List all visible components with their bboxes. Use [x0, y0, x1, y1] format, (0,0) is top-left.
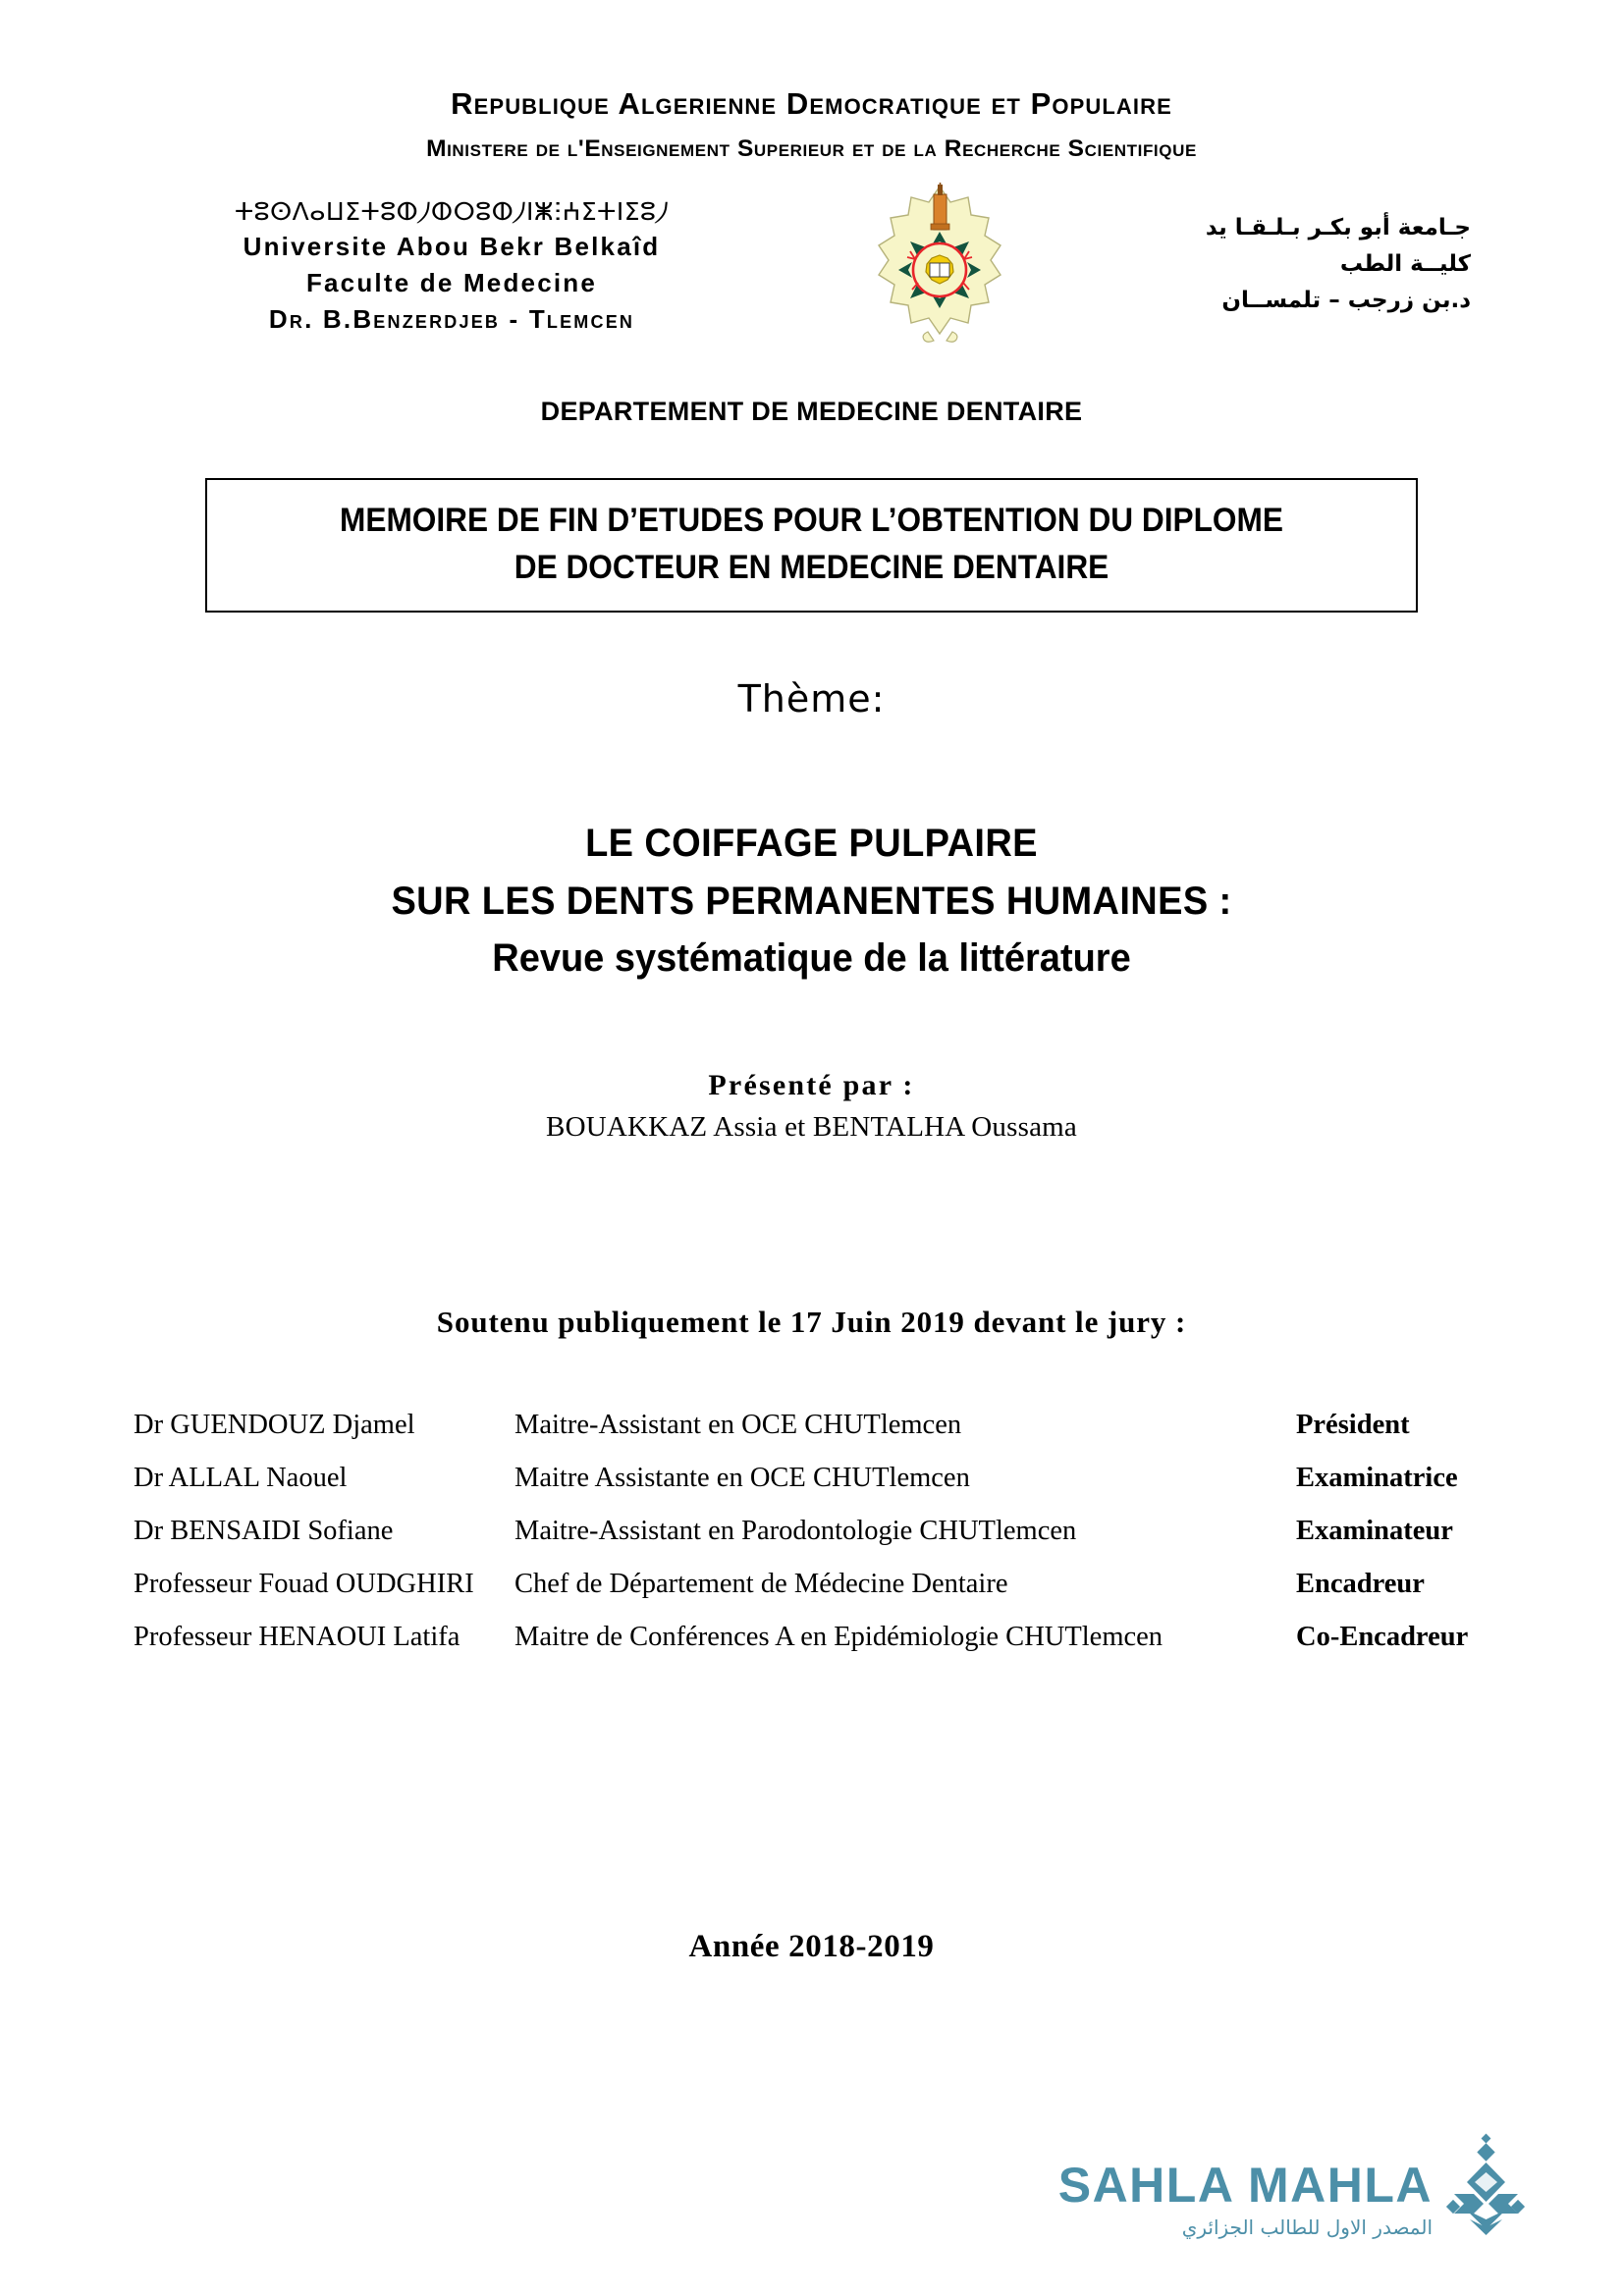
watermark-text [1057, 2158, 1433, 2239]
author-names: BOUAKKAZ Assia et BENTALHA Oussama [546, 1111, 1077, 1144]
faculty-name: Faculte de Medecine [305, 268, 598, 298]
thesis-subtitle: Revue systématique de la littérature [492, 935, 1131, 980]
jury-table [122, 1399, 1501, 1664]
jury-member-name: Professeur HENAOUI Latifa [134, 1622, 460, 1653]
diploma-statement-line-2: DE DOCTEUR EN MEDECINE DENTAIRE [514, 548, 1109, 586]
jury-member-name: Dr GUENDOUZ Djamel [134, 1410, 415, 1441]
table-row [122, 1558, 1501, 1611]
academic-year: Année 2018-2019 [688, 1929, 935, 1965]
jury-member-title: Maitre-Assistant en Parodontologie CHUTlemcen [514, 1516, 1077, 1547]
defence-statement: Soutenu publiquement le 17 Juin 2019 devant le jury : [436, 1305, 1187, 1340]
table-row [122, 1452, 1501, 1505]
diploma-statement-box [205, 478, 1418, 614]
jury-member-role: Encadreur [1296, 1569, 1425, 1600]
university-name-arabic: جـامعة أبو بكـر بـلـقـا يد [1205, 214, 1471, 240]
sahla-mahla-watermark [1058, 2133, 1531, 2239]
hospital-name-arabic: د.بن زرجب – تلمســان [1221, 288, 1471, 314]
ministry-title: Ministere de l'Enseignement Superieur et de la Recherche Scientifique [426, 134, 1197, 162]
jury-member-title: Maitre Assistante en OCE CHUTlemcen [514, 1463, 970, 1494]
watermark-brand-name: SAHLA MAHLA [1057, 2158, 1433, 2213]
thesis-title-line-1: LE COIFFAGE PULPAIRE [585, 822, 1038, 866]
institution-identity-band [0, 198, 1623, 346]
jury-member-role: Examinateur [1296, 1516, 1453, 1547]
university-crest-logo [869, 181, 1011, 343]
republic-title: Republique Algerienne Democratique et Populaire [451, 86, 1172, 121]
university-name: Universite Abou Bekr Belkaîd [243, 232, 661, 262]
jury-table-body [122, 1399, 1501, 1664]
jury-member-name: Dr ALLAL Naouel [134, 1463, 348, 1494]
theme-label: Thème: [737, 677, 886, 721]
jury-member-title: Chef de Département de Médecine Dentaire [514, 1569, 1008, 1600]
jury-member-title: Maitre-Assistant en OCE CHUTlemcen [514, 1410, 962, 1441]
jury-member-name: Professeur Fouad OUDGHIRI [134, 1569, 474, 1600]
institution-arabic-block [1049, 210, 1471, 320]
thesis-title [0, 815, 1623, 987]
hospital-name: Dr. B.Benzerdjeb - Tlemcen [268, 303, 635, 334]
table-row [122, 1505, 1501, 1558]
faculty-name-arabic: كليــة الطب [1339, 250, 1471, 277]
presented-by-section [0, 1069, 1623, 1144]
institution-latin-block [147, 198, 756, 338]
jury-member-role: Examinatrice [1296, 1463, 1458, 1494]
jury-member-title: Maitre de Conférences A en Epidémiologie CHUTlemcen [514, 1622, 1163, 1653]
table-row [122, 1399, 1501, 1452]
table-row [122, 1611, 1501, 1664]
jury-member-role: Co-Encadreur [1296, 1622, 1469, 1653]
diploma-statement-line-1: MEMOIRE DE FIN D’ETUDES POUR L’OBTENTION DU DIPLOME [340, 501, 1283, 539]
jury-member-role: Président [1296, 1410, 1410, 1441]
sahla-mahla-ornament-icon [1440, 2133, 1531, 2239]
institution-tifinagh-name: ⵜⵓⵙⴷⴰⵡⵉⵜⵓⵀ⵰ⵀⵔⵓⵀ⵰ⵏⵥⵗⵄⵉⵜⵏⵉⵓ⵰ [234, 196, 670, 226]
department-title: DEPARTEMENT DE MEDECINE DENTAIRE [540, 396, 1083, 426]
ministry-header [0, 0, 1623, 163]
watermark-tagline-arabic: المصدر الاول للطالب الجزائري [1181, 2216, 1433, 2239]
jury-member-name: Dr BENSAIDI Sofiane [134, 1516, 394, 1547]
thesis-title-line-2: SUR LES DENTS PERMANENTES HUMAINES : [391, 879, 1232, 923]
presented-by-label: Présenté par : [708, 1069, 915, 1102]
